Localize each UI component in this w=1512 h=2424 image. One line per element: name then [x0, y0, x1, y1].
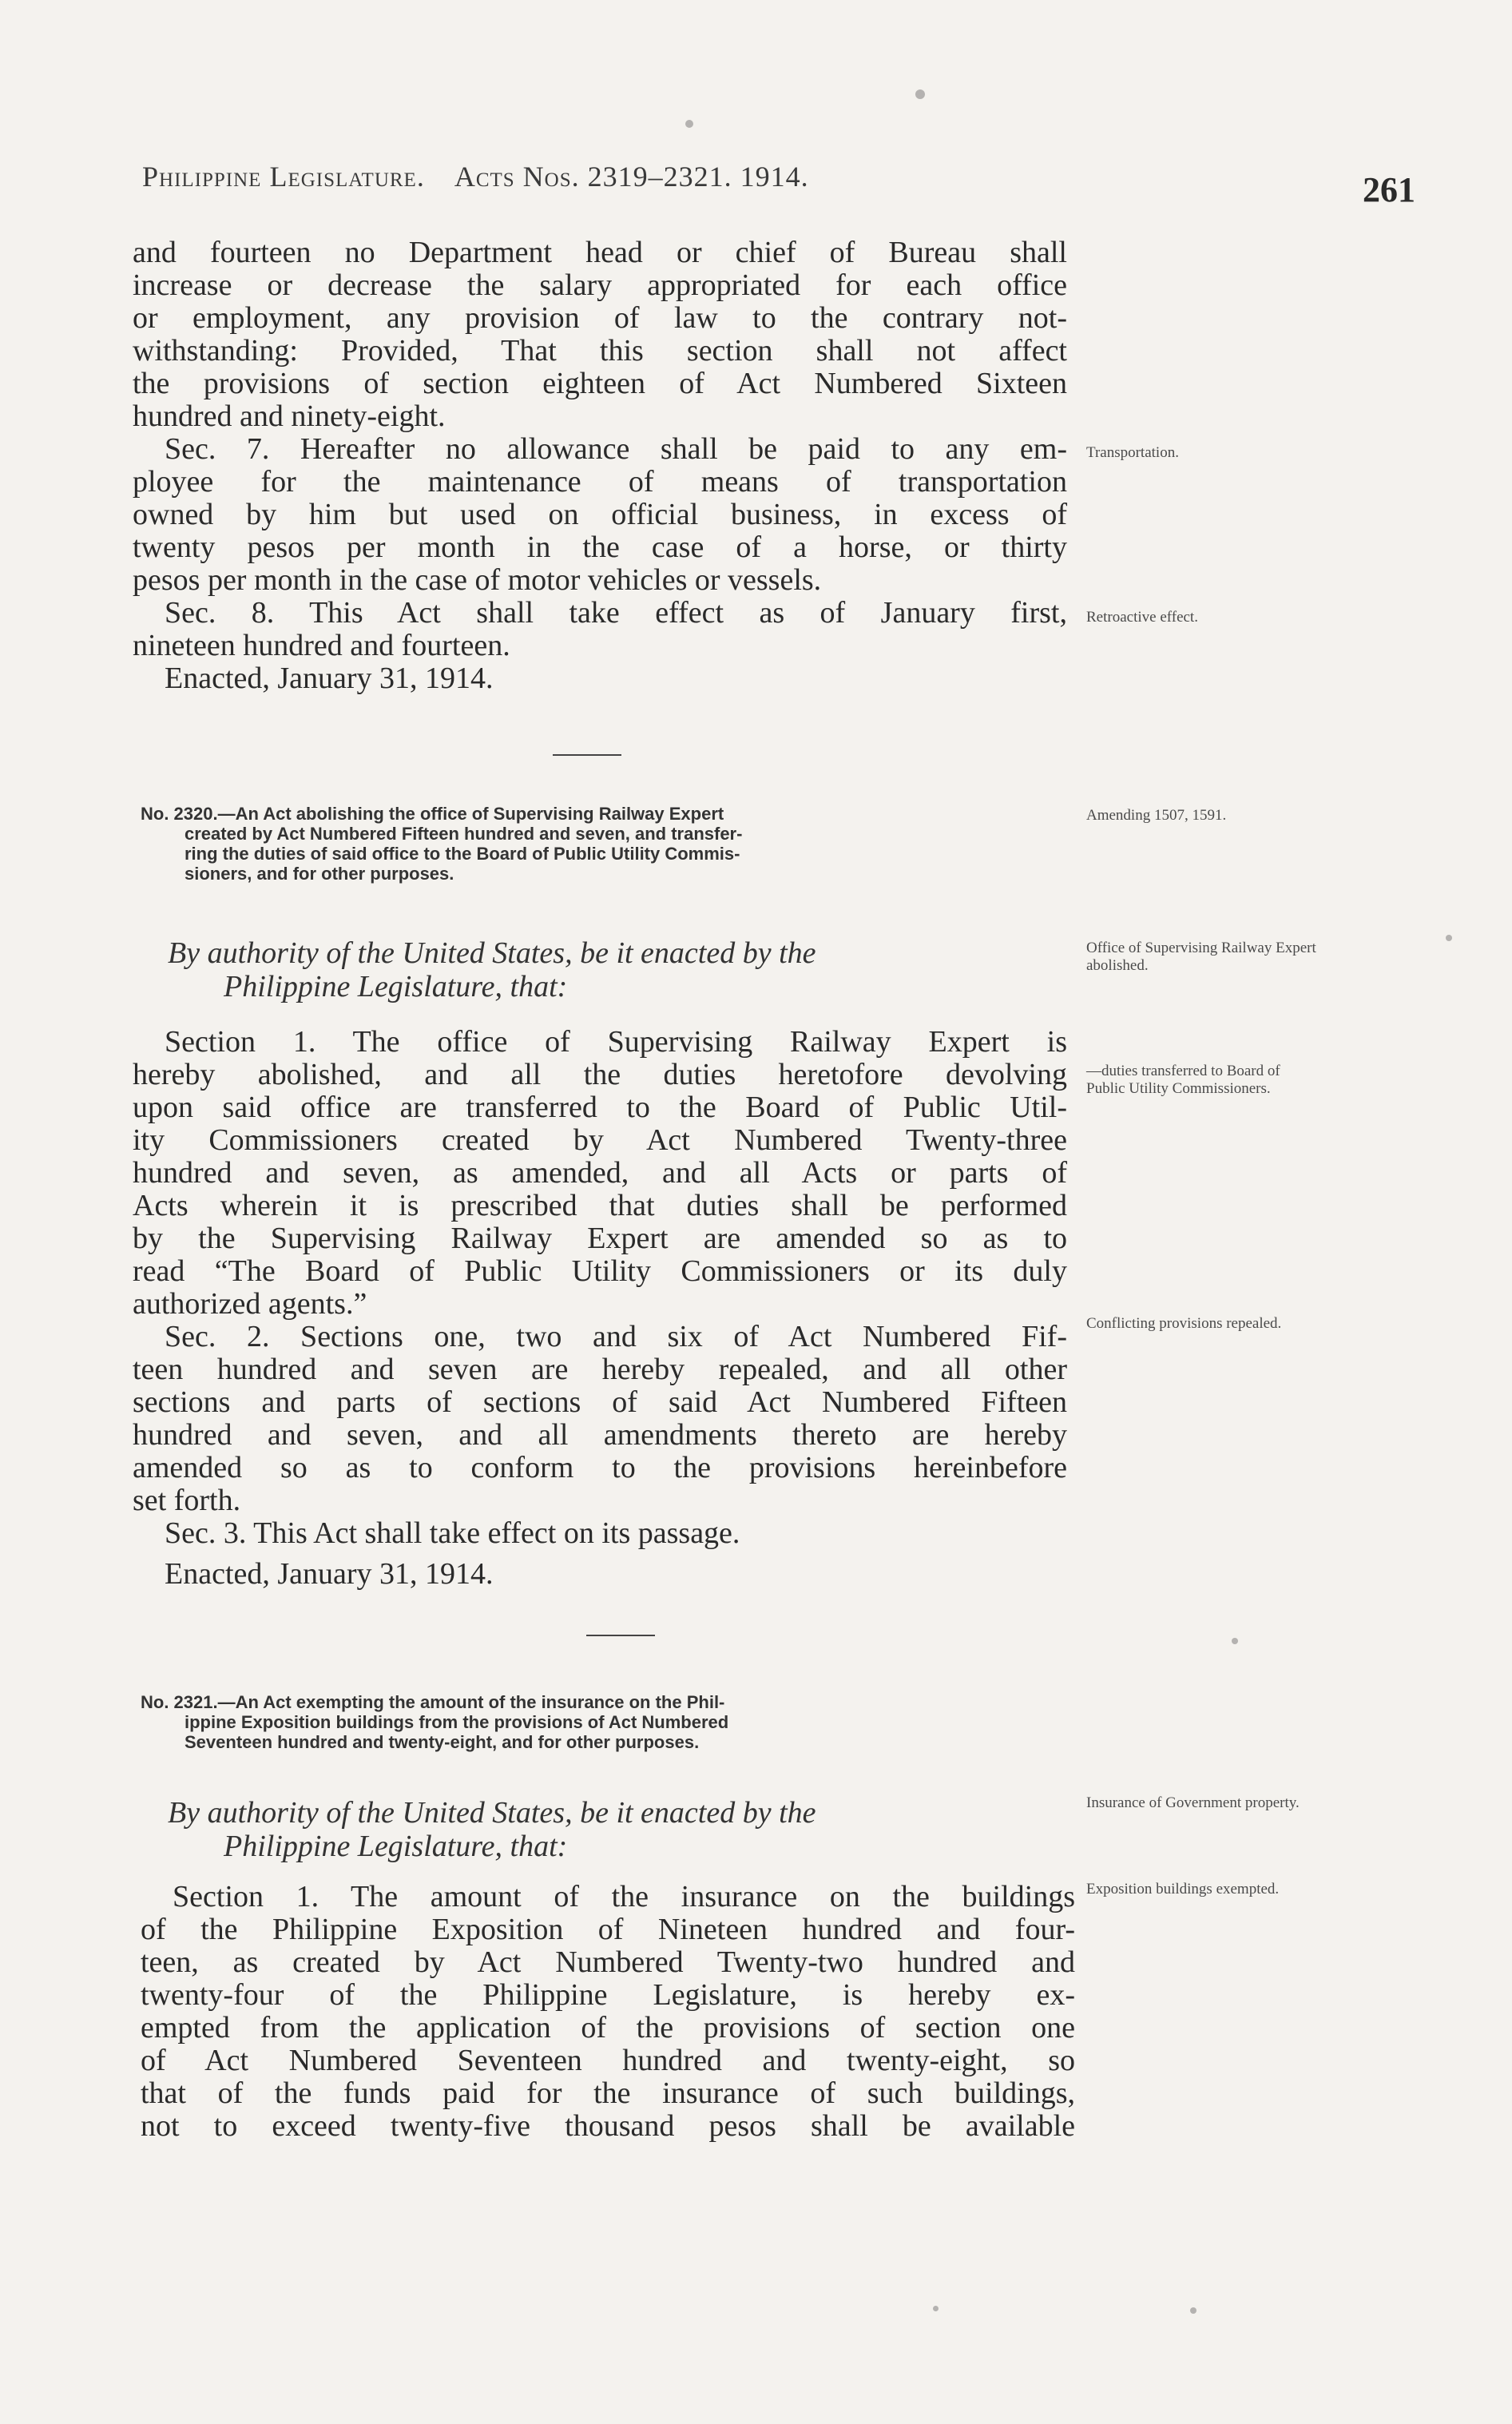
text-line: ity Commissioners created by Act Numbered Twenty-three — [133, 1123, 1067, 1157]
text-line: the provisions of section eighteen of Act Numbered Sixteen — [133, 367, 1067, 400]
section-1-line: Section 1. The amount of the insurance on the buildings — [173, 1880, 1075, 1913]
text-line: empted from the application of the provisions of section one — [141, 2011, 1075, 2045]
acts-range: Acts Nos. 2319–2321. 1914. — [454, 161, 809, 193]
text-line: read “The Board of Public Utility Commissioners or its duly — [133, 1254, 1067, 1288]
enacting-line: By authority of the United States, be it enacted by the — [168, 936, 816, 970]
act-2320-body — [133, 1026, 1067, 1591]
text-line: sections and parts of sections of said Act Numbered Fifteen — [133, 1385, 1067, 1419]
text-line: hundred and seven, as amended, and all Acts or parts of — [133, 1156, 1067, 1190]
text-line: authorized agents.” — [133, 1287, 367, 1321]
text-line: of the Philippine Exposition of Nineteen hundred and four- — [141, 1913, 1075, 1946]
margin-note-office-abolished: Office of Supervising Railway Expert abolished. — [1086, 940, 1316, 974]
caption-line: Seventeen hundred and twenty-eight, and for other purposes. — [185, 1732, 700, 1752]
text-line: not to exceed twenty-five thousand pesos shall be available — [141, 2109, 1075, 2143]
margin-note-insurance: Insurance of Government property. — [1086, 1794, 1300, 1811]
enacting-line: Philippine Legislature, that: — [224, 970, 568, 1003]
text-line: or employment, any provision of law to the contrary not- — [133, 301, 1067, 335]
caption-line: No. 2320.—An Act abolishing the office of Supervising Railway Expert — [141, 804, 724, 824]
text-line: twenty-four of the Philippine Legislature, is hereby ex- — [141, 1978, 1075, 2012]
enacted-line: Enacted, January 31, 1914. — [165, 1557, 494, 1591]
margin-note-exposition: Exposition buildings exempted. — [1086, 1881, 1280, 1897]
scan-speck — [1232, 1638, 1238, 1644]
section-7-line: Sec. 7. Hereafter no allowance shall be paid to any em- — [165, 432, 1067, 466]
scan-speck — [1190, 2307, 1197, 2314]
text-line: hundred and ninety-eight. — [133, 399, 446, 433]
scan-speck — [933, 2306, 939, 2311]
section-1-line: Section 1. The office of Supervising Railway Expert is — [165, 1025, 1067, 1059]
act-2321-body — [141, 1881, 1075, 2143]
section-3-line: Sec. 3. This Act shall take effect on its passage. — [165, 1516, 740, 1550]
section-8-line: Sec. 8. This Act shall take effect as of January first, — [165, 596, 1067, 630]
scan-speck — [685, 120, 693, 128]
caption-line: ring the duties of said office to the Board of Public Utility Commis- — [185, 844, 740, 864]
caption-line: No. 2321.—An Act exempting the amount of the insurance on the Phil- — [141, 1692, 725, 1712]
enacting-line: By authority of the United States, be it enacted by the — [168, 1796, 816, 1830]
text-line: ployee for the maintenance of means of transportation — [133, 465, 1067, 499]
text-line: hereby abolished, and all the duties heretofore devolving — [133, 1058, 1067, 1091]
text-line: hundred and seven, and all amendments thereto are hereby — [133, 1418, 1067, 1452]
text-line: and fourteen no Department head or chief of Bureau shall — [133, 236, 1067, 269]
text-line: owned by him but used on official business, in excess of — [133, 498, 1067, 531]
act-2321-enacting-clause — [168, 1796, 1062, 1863]
enacted-line: Enacted, January 31, 1914. — [165, 662, 494, 695]
text-line: teen hundred and seven are hereby repealed, and all other — [133, 1353, 1067, 1386]
section-divider — [553, 754, 621, 756]
enacting-line: Philippine Legislature, that: — [224, 1830, 568, 1863]
text-line: increase or decrease the salary appropriated for each office — [133, 268, 1067, 302]
text-line: twenty pesos per month in the case of a horse, or thirty — [133, 530, 1067, 564]
text-line: Acts wherein it is prescribed that duties shall be performed — [133, 1189, 1067, 1222]
running-title: Philippine Legislature. — [142, 161, 425, 193]
margin-note-duties-transferred: —duties transferred to Board of Public Utility Commissioners. — [1086, 1063, 1280, 1097]
text-line: of Act Numbered Seventeen hundred and twenty-eight, so — [141, 2044, 1075, 2077]
text-line: nineteen hundred and fourteen. — [133, 629, 510, 662]
text-line: upon said office are transferred to the Board of Public Util- — [133, 1091, 1067, 1124]
margin-note-amending: Amending 1507, 1591. — [1086, 807, 1227, 824]
text-line: teen, as created by Act Numbered Twenty-two hundred and — [141, 1945, 1075, 1979]
act-2319-continuation — [133, 236, 1067, 695]
page-number: 261 — [1363, 170, 1415, 209]
caption-line: created by Act Numbered Fifteen hundred and seven, and transfer- — [185, 824, 743, 844]
margin-note-transportation: Transportation. — [1086, 444, 1179, 461]
act-2321-caption — [141, 1692, 1067, 1752]
scan-speck — [915, 89, 925, 99]
margin-note-retroactive: Retroactive effect. — [1086, 609, 1198, 626]
running-head — [142, 160, 1420, 193]
text-line: that of the funds paid for the insurance of such buildings, — [141, 2076, 1075, 2110]
section-2-line: Sec. 2. Sections one, two and six of Act Numbered Fif- — [165, 1320, 1067, 1353]
text-line: withstanding: Provided, That this section shall not affect — [133, 334, 1067, 368]
caption-line: ippine Exposition buildings from the provisions of Act Numbered — [185, 1712, 729, 1732]
text-line: pesos per month in the case of motor vehicles or vessels. — [133, 563, 822, 597]
section-divider — [586, 1635, 655, 1636]
act-2320-caption — [141, 804, 1067, 884]
text-line: set forth. — [133, 1484, 241, 1517]
margin-note-conflicting: Conflicting provisions repealed. — [1086, 1315, 1282, 1332]
act-2320-enacting-clause — [168, 936, 1062, 1003]
scan-speck — [1446, 935, 1452, 941]
text-line: by the Supervising Railway Expert are amended so as to — [133, 1222, 1067, 1255]
text-line: amended so as to conform to the provisions hereinbefore — [133, 1451, 1067, 1484]
caption-line: sioners, and for other purposes. — [185, 864, 454, 884]
